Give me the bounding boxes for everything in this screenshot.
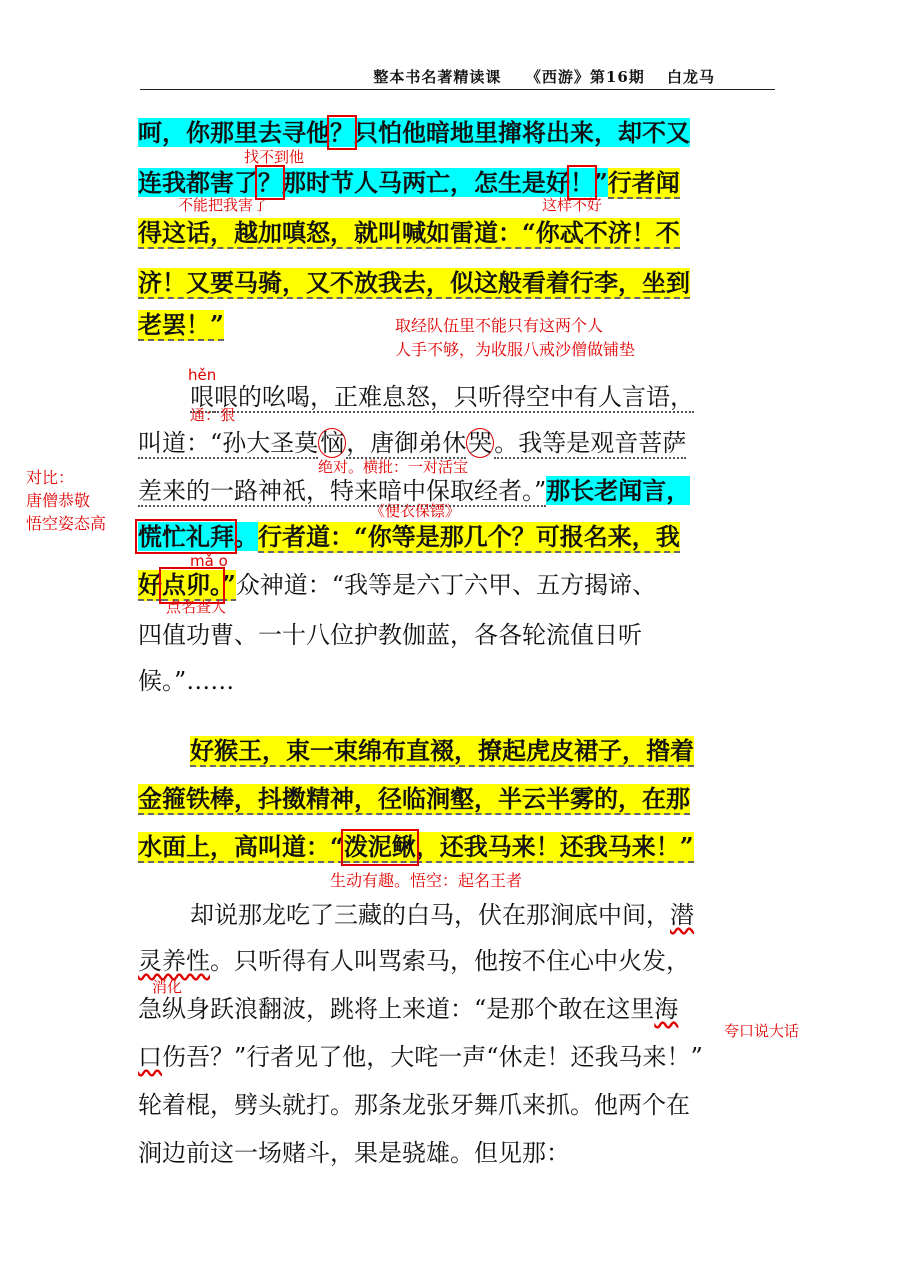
text-span: 众神道：“我等是六丁六甲、五方揭谛、: [235, 571, 657, 599]
text-span: 哏: [190, 383, 214, 411]
annotation-bianyi: 《便衣保镖》: [370, 502, 461, 520]
para4-line1: [138, 896, 694, 934]
annotation-dianming: 点名查人: [166, 598, 227, 616]
para2-line4: [138, 518, 680, 556]
text-span: 哏的吆喝，正难息怒，只听得空中有人言语，: [214, 383, 694, 411]
annotation-hen-pinyin: hěn: [188, 366, 217, 384]
annotation-juedui: 绝对。横批：一对活宝: [318, 458, 469, 476]
annotation-line: 对比：: [26, 468, 75, 487]
text-span: 差来的一路神祇，特来暗中保取经者。”: [138, 477, 547, 505]
text-span: 行者道：“你等是那几个？可报名来，我: [258, 522, 680, 551]
text-span: 呵，你那里去寻他: [138, 118, 330, 147]
text-span: 。只听得有人叫骂索马，他按不住心中火发，: [210, 947, 690, 975]
boxed-phrase: 泼泥鳅: [343, 832, 416, 861]
text-span: ”: [594, 168, 608, 197]
text-span: 行者闻: [607, 168, 680, 197]
annotation-bu-neng: 不能把我害了: [178, 196, 269, 214]
annotation-zhao-bu-dao: 找不到他: [244, 148, 305, 166]
para4-line3: [138, 990, 678, 1028]
text-span: 得这话，越加嗔怒，就叫喊如雷道：“你忒不济！不: [138, 218, 680, 247]
annotation-mao-pinyin: mǎ o: [190, 552, 228, 570]
text-span: 叫道：“孙大圣莫: [138, 429, 319, 457]
para3-line1: [138, 732, 694, 770]
text-span: 。: [234, 522, 258, 551]
boxed-phrase: 慌忙礼拜: [138, 522, 234, 551]
wavy-text: 灵养性: [138, 947, 210, 975]
text-span: 好: [138, 570, 162, 599]
para4-line4: [138, 1038, 703, 1076]
para2-line7: 候。”……: [138, 667, 235, 695]
text-span: 老罢！”: [138, 310, 224, 339]
para1-line1: [138, 114, 690, 152]
text-span: ，唐御弟休: [346, 429, 467, 457]
boxed-question-mark: ？: [330, 118, 354, 147]
annotation-xiaohua: 消化: [152, 978, 183, 996]
text-span: 水面上，高叫道：“: [138, 832, 344, 861]
wavy-text: 口: [138, 1043, 162, 1071]
para1-line3: [138, 214, 680, 252]
para4-line6: 涧边前这一场赌斗，果是骁雄。但见那：: [138, 1139, 570, 1167]
text-span: 伤吾？”行者见了他，大咤一声“休走！还我马来！”: [162, 1043, 703, 1071]
text-span: 只怕他暗地里撺将出来，却不又: [354, 118, 690, 147]
annotation-shengdong: 生动有趣。悟空：起名王者: [330, 871, 523, 890]
text-span: 好猴王，束一束绵布直裰，撩起虎皮裙子，揝着: [190, 736, 694, 765]
para1-line5: [138, 306, 224, 344]
annotation-line: 唐僧恭敬: [26, 491, 91, 510]
text-span: 却说那龙吃了三藏的白马，伏在那涧底中间，: [190, 901, 670, 929]
text-span: 济！又要马骑，又不放我去，似这般看着行李，坐到: [138, 268, 690, 297]
text-span: 金箍铁棒，抖擞精神，径临涧壑，半云半雾的，在那: [138, 784, 690, 813]
circled-char: 哭: [468, 429, 493, 457]
annotation-renshou: 人手不够，为收服八戒沙僧做铺垫: [395, 340, 636, 359]
boxed-question-mark: ？: [258, 168, 282, 197]
text-span: 。我等是观音菩萨: [494, 429, 687, 457]
text-span: 那时节人马两亡，怎生是好: [282, 168, 570, 197]
page-header: 整本书名著精读课 《西游》第16期 白龙马: [140, 60, 775, 90]
annotation-duibi: [26, 466, 126, 535]
wavy-text: 潜: [670, 901, 694, 929]
annotation-tong-hen: 通：狠: [190, 406, 236, 424]
para1-line4: [138, 264, 690, 302]
annotation-kuakou: 夸口说大话: [724, 1022, 800, 1040]
para2-line6: 四值功曹、一十八位护教伽蓝，各各轮流值日听: [138, 621, 642, 649]
para3-line3: [138, 828, 694, 866]
text-span: 那长老闻言，: [546, 476, 691, 505]
text-span: ，还我马来！还我马来！”: [415, 832, 694, 861]
text-span: ”: [222, 570, 236, 599]
para2-line2: [138, 424, 686, 462]
text-span: 急纵身跃浪翻波，跳将上来道：“是那个敢在这里: [138, 995, 655, 1023]
annotation-line: 悟空姿态高: [26, 514, 107, 533]
wavy-text: 海: [654, 995, 679, 1023]
para3-line2: [138, 780, 690, 818]
boxed-exclamation: ！: [570, 168, 594, 197]
boxed-phrase: 点卯。: [162, 570, 222, 599]
annotation-zhe-yang: 这样不好: [542, 196, 603, 214]
annotation-qujing: 取经队伍里不能只有这两个人: [395, 316, 604, 335]
para4-line2: [138, 942, 690, 980]
text-span: 连我都害了: [138, 168, 258, 197]
circled-char: 恼: [320, 429, 345, 457]
para4-line5: 轮着棍，劈头就打。那条龙张牙舞爪来抓。他两个在: [138, 1091, 690, 1119]
